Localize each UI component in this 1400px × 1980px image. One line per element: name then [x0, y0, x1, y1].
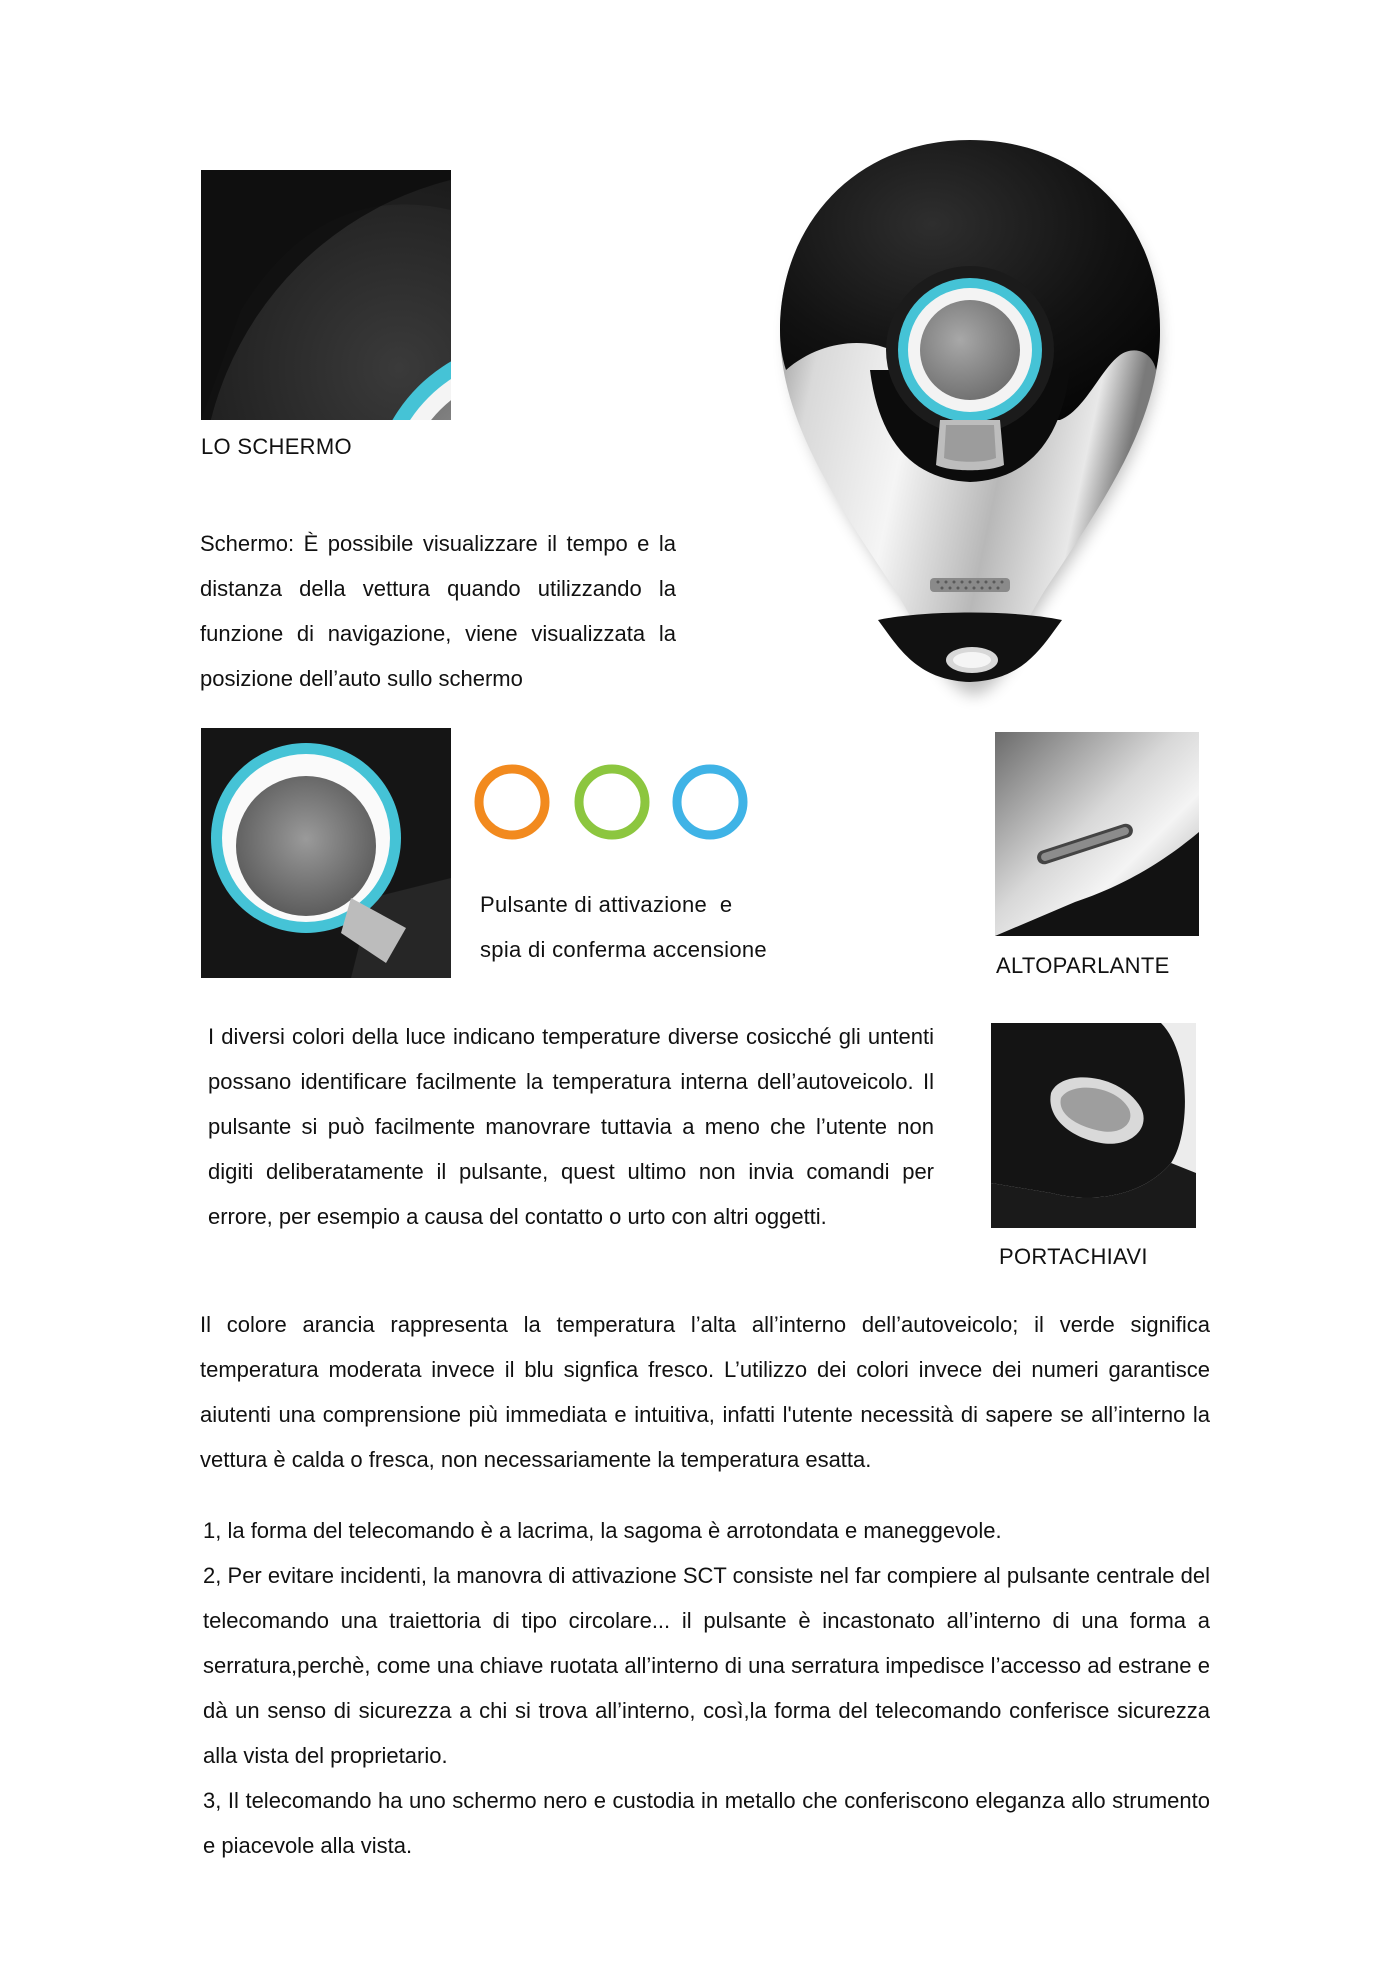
speaker-closeup-image — [995, 732, 1199, 936]
colors-paragraph: I diversi colori della luce indicano temperature diverse cosicché gli untenti possano identificare facilmente la temperatura interna dell’autoveicolo. Il pulsante si può facilmente manovrare tuttavia a meno che l’utente non digiti deliberatamente il pulsante, quest ultimo non invia comandi per errore, per esempio a causa del contatto o urto con altri oggetti. — [208, 1024, 934, 1229]
feature-item-1: 1, la forma del telecomando è a lacrima, la sagoma è arrotondata e maneggevole. — [203, 1518, 1002, 1543]
blue-indicator-ring — [677, 769, 743, 835]
keyring-caption: PORTACHIAVI — [999, 1244, 1148, 1269]
screen-description: Schermo: È possibile visualizzare il tempo e la distanza della vettura quando utilizzando la funzione di navigazione, viene visualizzata la posizione dell’auto sullo schermo — [200, 531, 676, 691]
green-indicator-ring — [579, 769, 645, 835]
temperature-paragraph: Il colore arancia rappresenta la temperatura l’alta all’interno dell’autoveicolo; il verde significa temperatura moderata invece il blu signfica fresco. L’utilizzo dei colori invece dei numeri garantisce aiutenti una comprensione più immediata e intuitiva, infatti l'utente necessità di sapere se all’interno la vettura è calda o fresca, non necessariamente la temperatura esatta. — [200, 1312, 1210, 1472]
screen-closeup-image — [201, 170, 451, 420]
orange-indicator-ring — [479, 769, 545, 835]
speaker-caption: ALTOPARLANTE — [996, 953, 1170, 978]
keyring-closeup-image — [991, 1023, 1196, 1228]
feature-item-2: 2, Per evitare incidenti, la manovra di attivazione SCT consiste nel far compiere al pulsante centrale del telecomando una traiettoria di tipo circolare... il pulsante è incastonato all’interno di una forma a serratura,perchè, come una chiave ruotata all’interno di una serratura impedisce l’accesso ad estrane e dà un senso di sicurezza a chi si trova all’interno, così,la forma del telecomando conferisce sicurezza alla vista del proprietario. — [203, 1563, 1210, 1768]
feature-item-3: 3, Il telecomando ha uno schermo nero e custodia in metallo che conferiscono eleganza allo strumento e piacevole alla vista. — [203, 1788, 1210, 1858]
remote-control-render — [760, 120, 1180, 710]
button-caption-line1: Pulsante di attivazione e — [480, 892, 733, 917]
button-caption-line2: spia di conferma accensione — [480, 937, 767, 962]
button-closeup-image — [201, 728, 451, 978]
color-indicators — [470, 760, 760, 844]
features-list — [203, 1508, 1210, 1868]
screen-caption: LO SCHERMO — [201, 434, 352, 459]
